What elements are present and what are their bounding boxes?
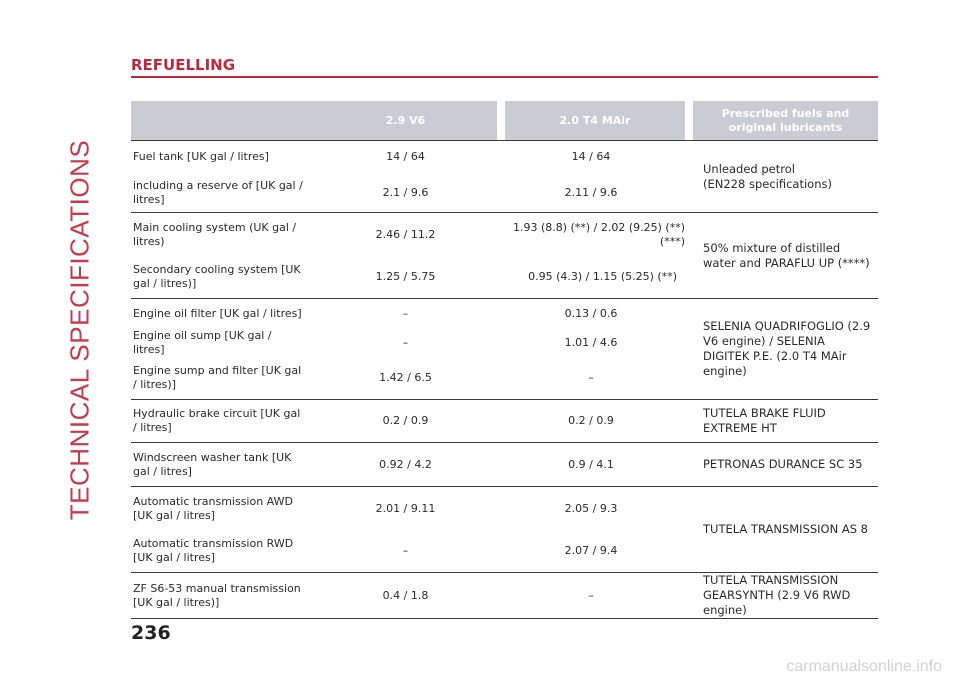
value-t4: – xyxy=(497,573,685,619)
table-row xyxy=(131,141,878,173)
table-row xyxy=(131,573,878,619)
lubricant-fuel-line1: Unleaded petrol xyxy=(703,161,795,176)
value-v6: – xyxy=(402,335,409,349)
refuelling-table xyxy=(131,101,878,619)
value-t4: 0.13 / 0.6 xyxy=(564,306,618,320)
table-row xyxy=(131,213,878,256)
row-label: including a reserve of [UK gal / litres] xyxy=(131,173,314,213)
table-row xyxy=(131,487,878,530)
lubricant-brake: TUTELA BRAKE FLUID EXTREME HT xyxy=(693,400,878,443)
lubricant-coolant: 50% mixture of distilled water and PARAFLU UP (****) xyxy=(693,213,878,299)
value-t4: 2.11 / 9.6 xyxy=(497,173,685,213)
lubricant-fuel xyxy=(693,141,878,213)
value-v6: 0.2 / 0.9 xyxy=(314,400,497,443)
section-title: REFUELLING xyxy=(131,56,236,74)
row-label: Secondary cooling system [UK gal / litres)] xyxy=(131,256,314,299)
title-divider xyxy=(131,76,878,78)
value-v6: 1.42 / 6.5 xyxy=(314,357,497,400)
value-v6: 0.92 / 4.2 xyxy=(314,443,497,487)
value-t4: 0.2 / 0.9 xyxy=(497,400,685,443)
header-blank xyxy=(131,101,314,141)
value-t4: 1.01 / 4.6 xyxy=(564,335,618,349)
value-t4: 0.95 (4.3) / 1.15 (5.25) (**) xyxy=(497,256,685,299)
table-header-row xyxy=(131,101,878,141)
row-label: Engine oil sump [UK gal / litres] xyxy=(133,328,272,356)
header-2-9-v6: 2.9 V6 xyxy=(314,101,497,141)
lubricant-engine-oil: SELENIA QUADRIFOGLIO (2.9 V6 engine) / SELENIA DIGITEK P.E. (2.0 T4 MAir engine) xyxy=(693,299,878,400)
row-label: Windscreen washer tank [UK gal / litres] xyxy=(131,443,314,487)
value-t4: 1.93 (8.8) (**) / 2.02 (9.25) (**) (***) xyxy=(513,220,685,248)
row-label: ZF S6-53 manual transmission [UK gal / litres)] xyxy=(131,573,314,619)
value-v6: 2.46 / 11.2 xyxy=(375,227,436,241)
lubricant-washer: PETRONAS DURANCE SC 35 xyxy=(693,443,878,487)
value-t4: – xyxy=(497,357,685,400)
lubricant-manual-transmission: TUTELA TRANSMISSION GEARSYNTH (2.9 V6 RWD engine) xyxy=(693,573,878,619)
chapter-side-label: TECHNICAL SPECIFICATIONS xyxy=(64,139,95,521)
table-row xyxy=(131,443,878,487)
lubricant-fuel-line2: (EN228 specifications) xyxy=(703,176,832,191)
value-v6: 2.01 / 9.11 xyxy=(375,501,436,515)
header-gap xyxy=(497,101,505,141)
header-gap xyxy=(685,101,693,141)
row-label: Hydraulic brake circuit [UK gal / litres] xyxy=(131,400,314,443)
value-v6: – xyxy=(314,530,497,573)
value-t4: 14 / 64 xyxy=(571,150,611,163)
row-label: Engine sump and filter [UK gal / litres)] xyxy=(131,357,314,400)
value-v6: 2.1 / 9.6 xyxy=(314,173,497,213)
value-t4: 2.05 / 9.3 xyxy=(564,501,618,515)
row-label: Fuel tank [UK gal / litres] xyxy=(133,150,269,163)
value-v6: 14 / 64 xyxy=(386,150,425,163)
lubricant-auto-transmission: TUTELA TRANSMISSION AS 8 xyxy=(693,487,878,573)
row-label: Engine oil filter [UK gal / litres] xyxy=(133,306,302,320)
value-t4: 0.9 / 4.1 xyxy=(497,443,685,487)
header-fuels-lubricants: Prescribed fuels and original lubricants xyxy=(693,101,878,141)
page-number: 236 xyxy=(131,622,171,644)
value-v6: 1.25 / 5.75 xyxy=(314,256,497,299)
value-v6: 0.4 / 1.8 xyxy=(314,573,497,619)
row-label: Main cooling system (UK gal / litres) xyxy=(133,220,297,248)
row-label: Automatic transmission RWD [UK gal / litres] xyxy=(131,530,314,573)
watermark: carmanualsonline.info xyxy=(786,658,942,675)
table-row xyxy=(131,299,878,328)
table-row xyxy=(131,400,878,443)
value-v6: – xyxy=(402,306,409,320)
value-t4: 2.07 / 9.4 xyxy=(497,530,685,573)
row-label: Automatic transmission AWD [UK gal / litres] xyxy=(133,494,293,522)
header-2-0-t4: 2.0 T4 MAir xyxy=(505,101,685,141)
